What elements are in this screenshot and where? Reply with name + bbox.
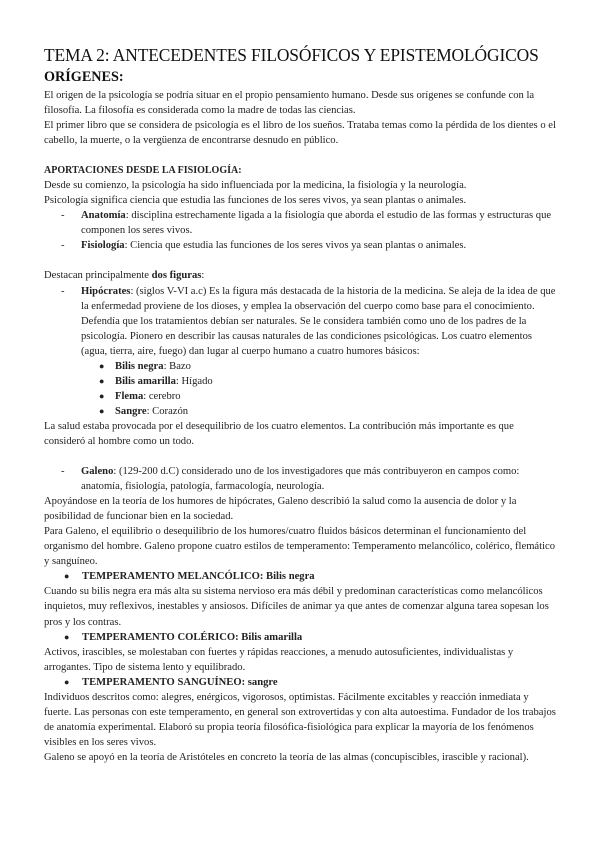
fisiologia-item xyxy=(44,238,556,253)
humor-item xyxy=(44,359,556,374)
bullet-marker: ● xyxy=(99,360,105,371)
temperamento-text: Cuando su bilis negra era más alta su sistema nervioso era más débil y predominan características como melancólicos inquietos, muy reflexivos, inestables y ansiosos. Difíciles de animar ya que antes de comenzar alguna tarea sopesan los pros y los contras. xyxy=(44,586,549,628)
figuras-intro xyxy=(44,268,556,283)
temperamento-heading xyxy=(44,569,556,584)
galeno-name: Galeno xyxy=(81,466,114,478)
humor-item xyxy=(44,374,556,389)
humor-value: : Hígado xyxy=(175,375,213,387)
humor-item xyxy=(44,389,556,404)
document-title: TEMA 2: ANTECEDENTES FILOSÓFICOS Y EPISTEMOLÓGICOS xyxy=(44,45,539,65)
fisiologia-text: : Ciencia que estudia las funciones de los seres vivos ya sean plantas o animales. xyxy=(124,240,467,252)
hipocrates-text: : (siglos V-VI a.c) Es la figura más destacada de la historia de la medicina. Se aleja de la idea de que la enfermedad proviene de los dioses, y emplea la observación del cuerpo como base para el conocimiento. Defendía que los tratamientos debían ser naturales. Se le considera también como uno de los padres de la psicología. Pionero en describir las causas naturales de las condiciones psicológicas. Los cuatro elementos (agua, tierra, aire, fuego) dan lugar al cuerpo humano a cuatro humores básicos: xyxy=(81,285,556,357)
fisiologia-paragraph-2: Psicología significa ciencia que estudia las funciones de los seres vivos, ya sean plantas o animales. xyxy=(44,195,467,207)
figuras-intro-bold: dos figuras xyxy=(151,270,202,282)
temperamento-heading xyxy=(44,675,556,690)
dash-marker: - xyxy=(61,285,65,297)
galeno-text: : (129-200 d.C) considerado uno de los investigadores que más contribuyeron en campos como: anatomía, fisiología, patología, farmacología, neurología. xyxy=(81,466,520,493)
bullet-marker: ● xyxy=(99,390,105,401)
anatomia-item xyxy=(44,208,556,238)
humor-term: Bilis negra xyxy=(115,360,164,372)
hipocrates-conclusion: La salud estaba provocada por el desequilibrio de los cuatro elementos. La contribución más importante es que consideró al hombre como un todo. xyxy=(44,420,514,447)
temperamento-title: TEMPERAMENTO SANGUÍNEO: sangre xyxy=(82,676,278,688)
bullet-marker: ● xyxy=(99,375,105,386)
origenes-paragraph-1: El origen de la psicología se podría situar en el propio pensamiento humano. Desde sus orígenes se confunde con la filosofía. La filosofía es considerada como la madre de todas las ciencias. xyxy=(44,90,535,117)
temperamento-text: Individuos descritos como: alegres, enérgicos, vigorosos, optimistas. Fácilmente excitables y reacción inmediata y fuerte. Las personas con este temperamento, en general son extrovertidas y con alta autoestima. Fundador de los trabajos de anatomía experimental. Elaboró su propia teoría filosófica-fisiológica para explicar la mayoría de los fenómenos visibles en los seres vivos. xyxy=(44,691,556,748)
galeno-item xyxy=(44,464,556,494)
anatomia-text: : disciplina estrechamente ligada a la fisiología que aborda el estudio de las formas y estructuras que componen los seres vivos. xyxy=(81,210,552,237)
fisiologia-heading: APORTACIONES DESDE LA FISIOLOGÍA: xyxy=(44,165,242,177)
humor-term: Flema xyxy=(115,390,144,402)
dash-marker: - xyxy=(61,240,65,252)
origenes-heading: ORÍGENES: xyxy=(44,69,124,85)
bullet-marker: ● xyxy=(99,405,105,416)
bullet-marker: ● xyxy=(64,676,70,687)
bullet-marker: ● xyxy=(64,571,70,582)
temperamento-text: Activos, irascibles, se molestaban con fuertes y rápidas reacciones, a menudo autosuficientes, individualistas y arrogantes. Tipo de sistema lento y equilibrado. xyxy=(44,646,514,673)
temperamento-title: TEMPERAMENTO MELANCÓLICO: Bilis negra xyxy=(82,571,315,583)
anatomia-term: Anatomía xyxy=(81,210,126,222)
closing-paragraph: Galeno se apoyó en la teoría de Aristóteles en concreto la teoría de las almas (concupiscibles, irascible y racional). xyxy=(44,751,529,763)
dash-marker: - xyxy=(61,210,65,222)
temperamento-title: TEMPERAMENTO COLÉRICO: Bilis amarilla xyxy=(82,631,303,643)
galeno-paragraph-2: Para Galeno, el equilibrio o desequilibrio de los humores/cuatro fluidos básicos determinan el funcionamiento del organismo del hombre. Galeno propone cuatro estilos de temperamento: Temperamento melancólico, colérico, flemático y sanguíneo. xyxy=(44,526,556,568)
figuras-intro-suffix: : xyxy=(201,270,205,282)
humor-term: Sangre xyxy=(115,405,147,417)
bullet-marker: ● xyxy=(64,631,70,642)
galeno-paragraph-1: Apoyándose en la teoría de los humores de hipócrates, Galeno describió la salud como la ausencia de dolor y la posibilidad de funcionar bien en la sociedad. xyxy=(44,496,517,523)
fisiologia-term: Fisiología xyxy=(81,240,125,252)
humor-item xyxy=(44,404,556,419)
humor-value: : Corazón xyxy=(146,405,189,417)
origenes-paragraph-2: El primer libro que se considera de psicología es el libro de los sueños. Trataba temas como la pérdida de los dientes o el cabello, la muerte, o la vergüenza de encontrarse desnudo en público. xyxy=(44,120,556,147)
temperamento-heading xyxy=(44,630,556,645)
humor-value: : cerebro xyxy=(143,390,181,402)
dash-marker: - xyxy=(61,466,65,478)
hipocrates-name: Hipócrates xyxy=(81,285,131,297)
fisiologia-paragraph-1: Desde su comienzo, la psicología ha sido influenciada por la medicina, la fisiología y la neurología. xyxy=(44,180,467,192)
hipocrates-item xyxy=(44,284,556,359)
humor-term: Bilis amarilla xyxy=(115,375,176,387)
humor-value: : Bazo xyxy=(163,360,191,372)
figuras-intro-prefix: Destacan principalmente xyxy=(44,270,152,282)
